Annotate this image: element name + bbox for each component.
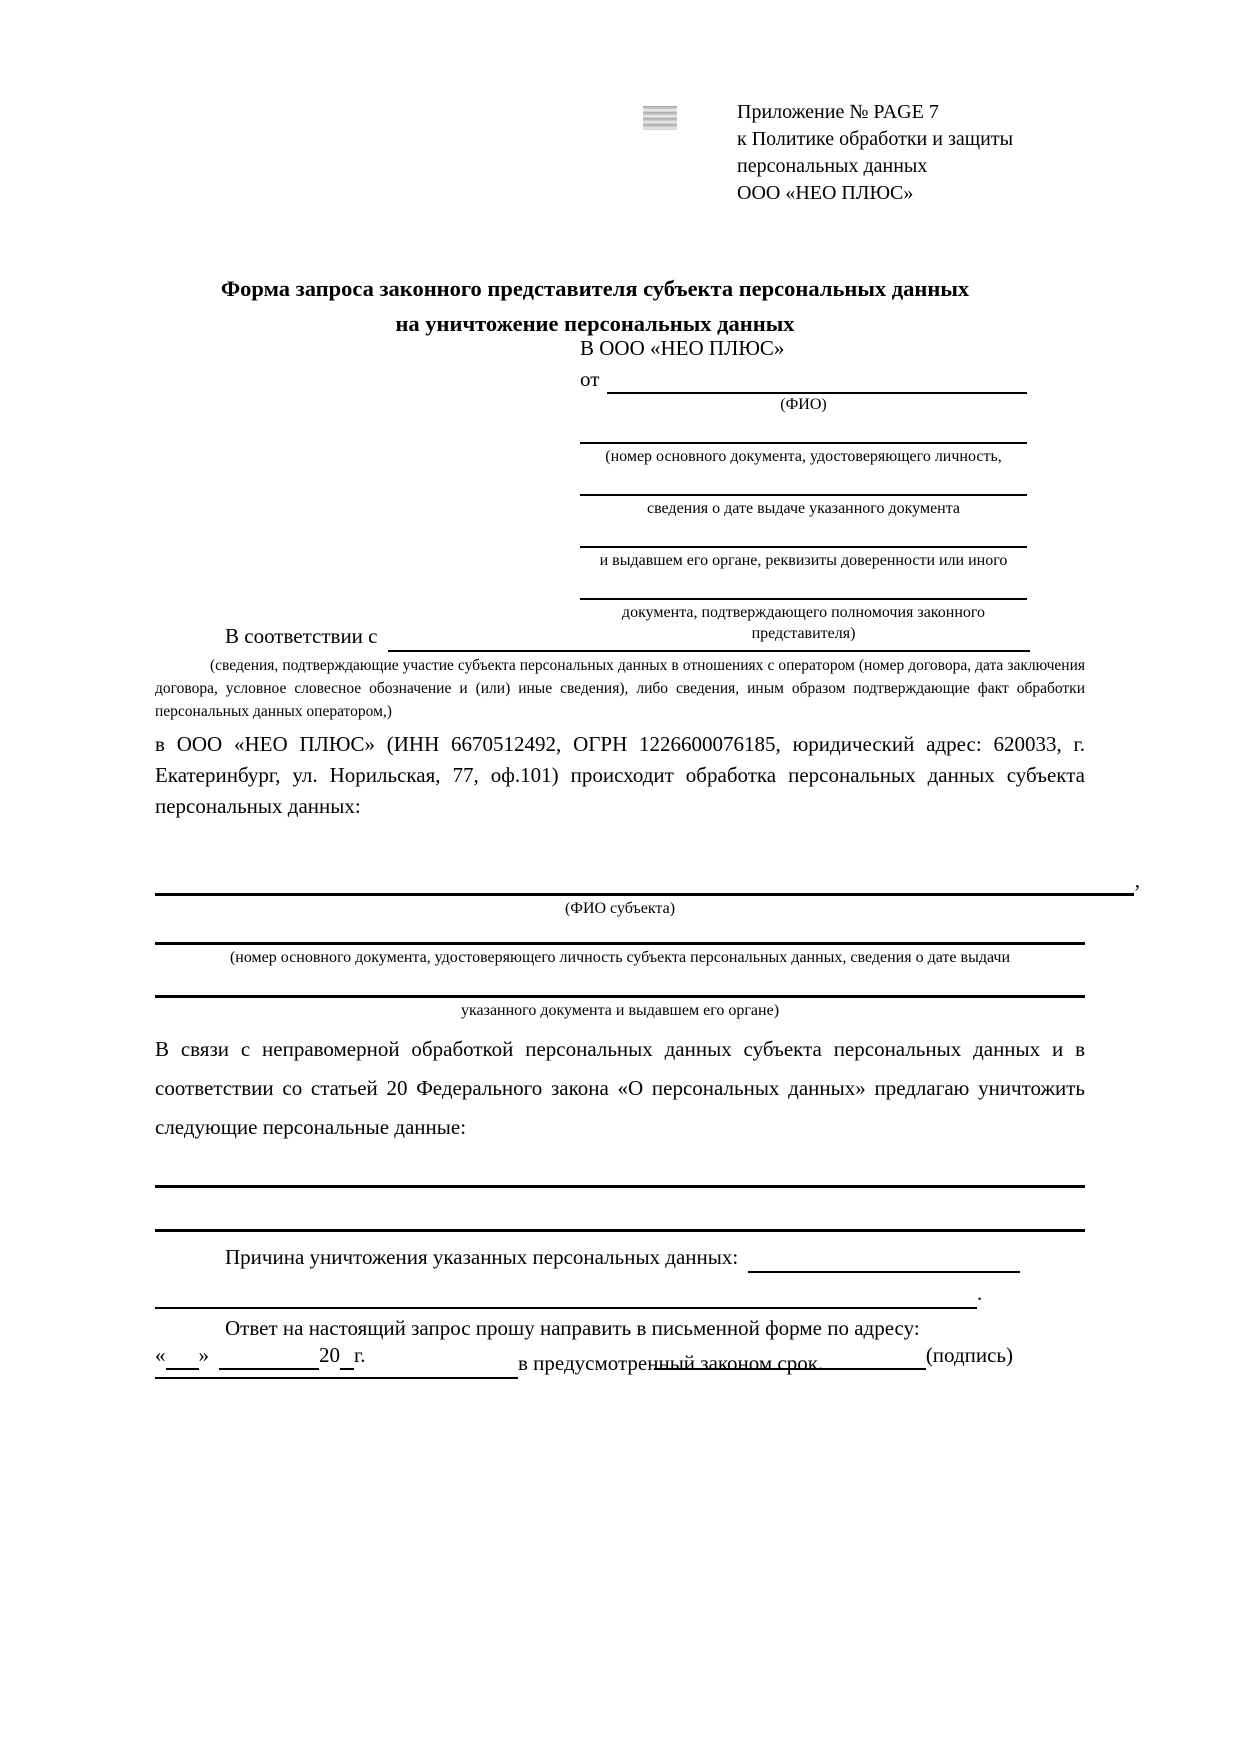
appendix-header-line: персональных данных <box>737 155 928 177</box>
document-body <box>155 620 1140 1379</box>
issuing-authority-caption: и выдавшем его органе, реквизиты доверенности или иного <box>599 552 1008 569</box>
appendix-header <box>737 99 1013 207</box>
according-label: В соответствии с <box>225 624 378 648</box>
signature-row <box>155 1340 1013 1370</box>
answer-request-line: Ответ на настоящий запрос прошу направить в письменной форме по адресу: <box>225 1316 920 1340</box>
authority-document-blank-field <box>580 571 1027 600</box>
from-label: от <box>580 367 600 391</box>
data-to-destroy-blank-line1 <box>155 1147 1085 1188</box>
issue-date-blank-field <box>580 467 1027 496</box>
according-footnote: (сведения, подтверждающие участие субъекта персональных данных в отношениях с оператором (номер договора, дата заключения договора, условное словесное обозначение и (или) иные сведения), либо сведения, иным образом подтверждающие факт обработки персональных данных оператором,) <box>155 657 1085 720</box>
subject-fio-caption: (ФИО субъекта) <box>564 900 676 917</box>
signature-blank-field <box>654 1344 926 1370</box>
authority-document-caption: документа, подтверждающего полномочия законного представителя) <box>621 604 986 642</box>
document-title-line1: Форма запроса законного представителя субъекта персональных данных <box>220 276 970 301</box>
from-blank-field <box>607 368 1027 394</box>
blurred-field-code-icon <box>643 106 677 130</box>
date-year-prefix: 20 <box>319 1343 340 1367</box>
subject-fio-blank-field <box>155 869 1134 896</box>
addressee-to: В ООО «НЕО ПЛЮС» <box>580 336 785 360</box>
subject-document-blank-field <box>155 920 1085 945</box>
according-field-row <box>155 620 1085 652</box>
subject-document-caption2: указанного документа и выдавшем его органе) <box>460 1002 780 1019</box>
from-field-row <box>580 363 1027 394</box>
date-day-blank-field <box>166 1344 199 1370</box>
document-number-caption: (номер основного документа, удостоверяющего личность, <box>605 448 1002 465</box>
date-quote-close: » <box>198 1343 209 1367</box>
destruction-request-paragraph: В связи с неправомерной обработкой персональных данных субъекта персональных данных и в соответствии со статьей 20 Федерального закона «О персональных данных» предлагаю уничтожить следующие персональные данные: <box>155 1037 1085 1139</box>
according-blank-field <box>388 626 1031 652</box>
reason-blank-field <box>748 1247 1020 1273</box>
signature-caption: (подпись) <box>925 1343 1013 1367</box>
addressee-block <box>580 334 1027 644</box>
reason-line-period: . <box>977 1281 983 1305</box>
appendix-header-line: к Политике обработки и защиты <box>737 128 1014 150</box>
date-year-blank-field <box>340 1344 354 1370</box>
document-number-blank-field <box>580 415 1027 444</box>
reason-field-row <box>155 1232 1085 1273</box>
date-month-blank-field <box>219 1344 319 1370</box>
reason-label: Причина уничтожения указанных персональных данных: <box>225 1245 739 1269</box>
subject-document-caption1: (номер основного документа, удостоверяющего личность субъекта персональных данных, сведения о дате выдачи <box>229 949 1011 966</box>
date-field-group <box>155 1340 366 1370</box>
appendix-header-line: ООО «НЕО ПЛЮС» <box>737 182 914 204</box>
reason-continuation-row <box>155 1273 1085 1309</box>
issue-date-caption: сведения о дате выдаче указанного документа <box>646 500 961 517</box>
document-title <box>90 271 1100 341</box>
subject-line-comma: , <box>1134 868 1140 892</box>
date-year-suffix: г. <box>354 1343 366 1367</box>
appendix-header-line: Приложение № PAGE 7 <box>737 101 939 123</box>
subject-fio-field-row <box>155 866 1140 896</box>
issuing-authority-blank-field <box>580 519 1027 548</box>
data-to-destroy-blank-line2 <box>155 1188 1085 1232</box>
date-quote-open: « <box>155 1343 166 1367</box>
reason-continuation-blank-field <box>155 1283 977 1309</box>
signature-field-group <box>654 1340 1013 1370</box>
answer-term-text: в предусмотренный законом срок. <box>518 1351 824 1375</box>
document-title-line2: на уничтожение персональных данных <box>395 311 795 336</box>
subject-document-blank-field2 <box>155 969 1085 998</box>
fio-caption: (ФИО) <box>780 396 827 413</box>
operator-paragraph: в ООО «НЕО ПЛЮС» (ИНН 6670512492, ОГРН 1226600076185, юридический адрес: 620033, г. Екатеринбург, ул. Норильская, 77, оф.101) происходит обработка персональных данных субъекта персональных данных: <box>155 732 1085 818</box>
